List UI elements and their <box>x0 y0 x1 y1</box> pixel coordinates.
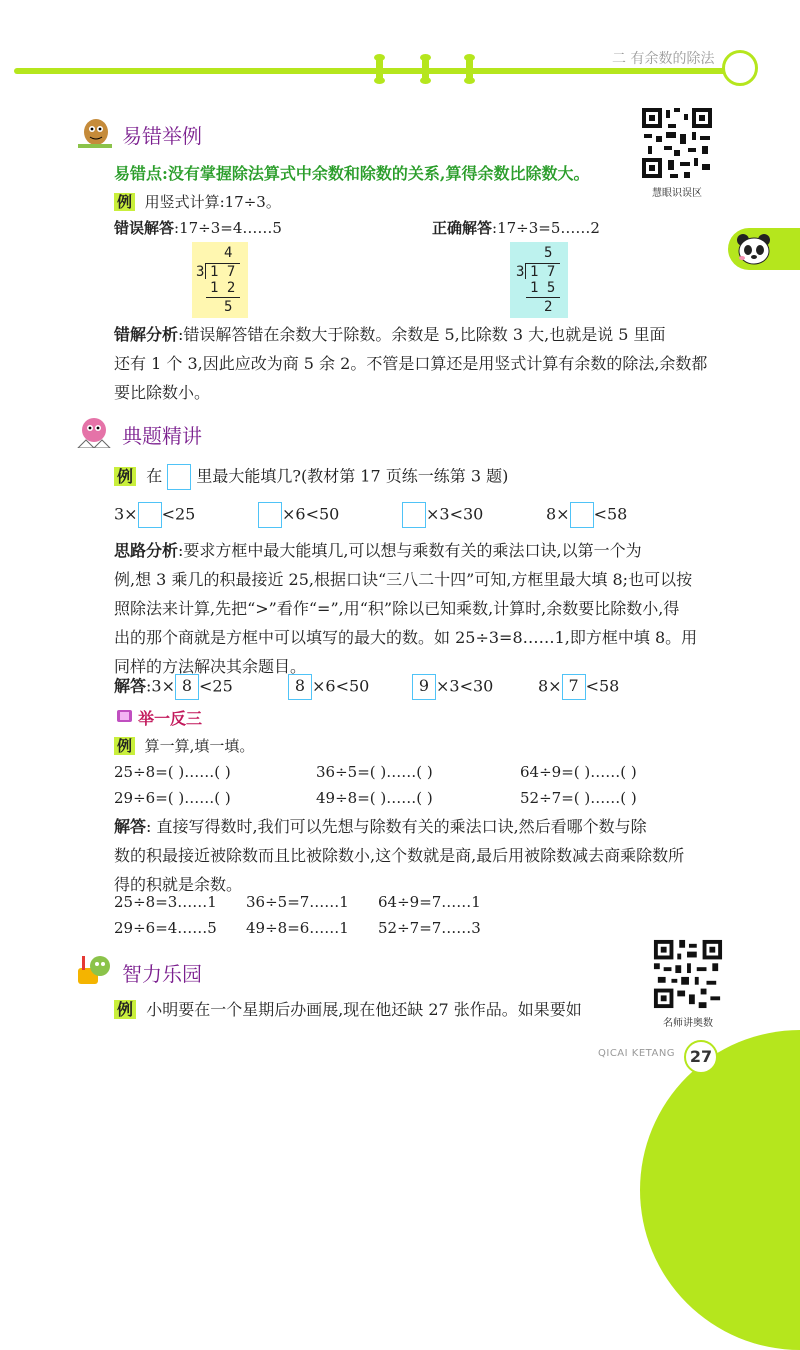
practice-result: 52÷7=7……3 <box>378 919 481 937</box>
question-text: 里最大能填几?(教材第 17 页练一练第 3 题) <box>196 466 509 486</box>
example-label: 例 <box>114 737 135 755</box>
answer-box[interactable] <box>570 502 594 528</box>
answer-box[interactable] <box>258 502 282 528</box>
example-1 <box>114 192 281 212</box>
answer-item <box>538 674 619 700</box>
answer-item <box>412 674 493 700</box>
filled-box: 9 <box>412 674 436 700</box>
practice-item: 49÷8=( )……( ) <box>316 789 433 807</box>
side-tab <box>728 228 800 270</box>
example-label: 例 <box>114 193 135 211</box>
practice-result: 29÷6=4……5 <box>114 919 217 937</box>
wrong-answer-label: 错误解答 <box>114 219 175 237</box>
binder-clip <box>466 57 473 81</box>
typical-item <box>114 502 195 528</box>
answer-item <box>288 674 369 700</box>
example-label: 例 <box>114 1000 136 1019</box>
mascot-icon <box>74 952 112 986</box>
practice-item: 64÷9=( )……( ) <box>520 763 637 781</box>
think-line: :要求方框中最大能填几,可以想与乘数有关的乘法口诀,以第一个为 <box>178 541 642 560</box>
answer-text: ×6<50 <box>312 676 370 696</box>
qr-label: 慧眼识误区 <box>652 188 702 199</box>
item-text: 8× <box>546 504 570 524</box>
section-title-puzzle: 智力乐园 <box>122 962 202 986</box>
panda-icon <box>734 232 774 266</box>
item-text: <25 <box>161 504 196 524</box>
section-title-typical: 典题精讲 <box>122 424 202 448</box>
brand-text: QICAI KETANG <box>598 1048 676 1059</box>
analysis-line: :错误解答错在余数大于除数。余数是 5,比除数 3 大,也就是说 5 里面 <box>178 325 666 344</box>
ld-dividend: 1 7 <box>530 264 556 280</box>
filled-box: 8 <box>288 674 312 700</box>
chapter-logo-icon <box>722 50 758 86</box>
practice-result: 64÷9=7……1 <box>378 893 481 911</box>
item-text: ×6<50 <box>282 504 340 524</box>
item-text: ×3<30 <box>426 504 484 524</box>
practice-item: 36÷5=( )……( ) <box>316 763 433 781</box>
ld-remainder: 5 <box>224 299 233 315</box>
think-line: 照除法来计算,先把“>”看作“=”,用“积”除以已知乘数,计算时,余数要比除数小,得 <box>114 599 680 618</box>
answer-text: 8× <box>538 676 562 696</box>
binder-clip <box>376 57 383 81</box>
wrong-long-division <box>192 242 248 318</box>
filled-box: 8 <box>175 674 199 700</box>
analysis-label: 错解分析 <box>114 325 179 344</box>
wrong-answer <box>114 218 282 238</box>
mascot-icon <box>76 114 114 148</box>
filled-box: 7 <box>562 674 586 700</box>
error-point-text: :没有掌握除法算式中余数和除数的关系,算得余数比除数大。 <box>162 164 590 183</box>
footer-decoration <box>640 1030 800 1350</box>
ld-divisor: 3 <box>516 264 525 280</box>
ld-product: 1 5 <box>530 280 556 296</box>
example-text: 用竖式计算:17÷3。 <box>144 193 281 211</box>
answer-box[interactable] <box>138 502 162 528</box>
ld-quotient: 5 <box>544 245 553 261</box>
ld-remainder: 2 <box>544 299 553 315</box>
solution-line: 数的积最接近被除数而且比被除数小,这个数就是商,最后用被除数减去商乘除数所 <box>114 846 685 865</box>
practice-item: 25÷8=( )……( ) <box>114 763 231 781</box>
solution-line: 得的积就是余数。 <box>114 875 243 894</box>
right-answer-text: :17÷3=5……2 <box>492 219 600 237</box>
think-line: 例,想 3 乘几的积最接近 25,根据口诀“三八二十四”可知,方框里最大填 8;也可以按 <box>114 570 693 589</box>
example-label: 例 <box>114 467 136 486</box>
binder-clip <box>422 57 429 81</box>
analysis-line: 还有 1 个 3,因此应改为商 5 余 2。不管是口算还是用竖式计算有余数的除法,余数都 <box>114 354 708 373</box>
thinking-analysis <box>114 536 724 681</box>
blank-box <box>167 464 191 490</box>
practice-result: 36÷5=7……1 <box>246 893 349 911</box>
think-label: 思路分析 <box>114 541 179 560</box>
answer-text: :3× <box>146 676 175 696</box>
answer-box[interactable] <box>402 502 426 528</box>
typical-item <box>258 502 339 528</box>
qr-label: 名师讲奥数 <box>663 1018 713 1029</box>
solution-line: : 直接写得数时,我们可以先想与除数有关的乘法口诀,然后看哪个数与除 <box>146 817 647 836</box>
qr-code-icon[interactable] <box>652 938 724 1010</box>
puzzle-example <box>114 1000 582 1020</box>
ld-dividend: 1 7 <box>210 264 236 280</box>
item-text: <58 <box>593 504 628 524</box>
right-long-division <box>510 242 568 318</box>
ld-product: 1 2 <box>210 280 236 296</box>
example-text: 算一算,填一填。 <box>144 737 255 755</box>
page-number: 27 <box>684 1040 718 1074</box>
practice-item: 29÷6=( )……( ) <box>114 789 231 807</box>
typical-item <box>402 502 483 528</box>
right-answer <box>432 218 600 238</box>
mascot-icon <box>74 414 112 448</box>
section-title-errors: 易错举例 <box>122 124 202 148</box>
error-point <box>114 164 590 184</box>
answer-text: ×3<30 <box>436 676 494 696</box>
example-text: 小明要在一个星期后办画展,现在他还缺 27 张作品。如果要如 <box>146 1000 582 1019</box>
error-analysis <box>114 320 724 407</box>
answer-text: <25 <box>199 676 233 696</box>
think-line: 出的那个商就是方框中可以填写的最大的数。如 25÷3=8……1,即方框中填 8。用 <box>114 628 698 647</box>
practice-result: 25÷8=3……1 <box>114 893 217 911</box>
error-point-label: 易错点 <box>114 164 163 183</box>
practice-result: 49÷8=6……1 <box>246 919 349 937</box>
answer-item <box>114 674 233 700</box>
right-answer-label: 正确解答 <box>432 219 493 237</box>
ld-divisor: 3 <box>196 264 205 280</box>
answer-text: <58 <box>585 676 620 696</box>
practice-item: 52÷7=( )……( ) <box>520 789 637 807</box>
item-text: 3× <box>114 504 138 524</box>
typical-item <box>546 502 627 528</box>
analysis-line: 要比除数小。 <box>114 383 211 402</box>
answer-label: 解答 <box>114 676 147 696</box>
typical-question <box>114 464 508 490</box>
think-line: 同样的方法解决其余题目。 <box>114 657 307 676</box>
practice-example <box>114 736 254 756</box>
answer-label: 解答 <box>114 817 147 836</box>
book-icon <box>116 708 134 724</box>
qr-code-icon[interactable] <box>640 106 714 180</box>
chapter-title: 二 有余数的除法 <box>612 51 715 67</box>
question-text: 在 <box>146 466 163 486</box>
section-title-practice: 举一反三 <box>138 709 203 728</box>
practice-solution <box>114 812 724 899</box>
header-bar <box>14 68 734 74</box>
ld-quotient: 4 <box>224 245 233 261</box>
wrong-answer-text: :17÷3=4……5 <box>174 219 282 237</box>
